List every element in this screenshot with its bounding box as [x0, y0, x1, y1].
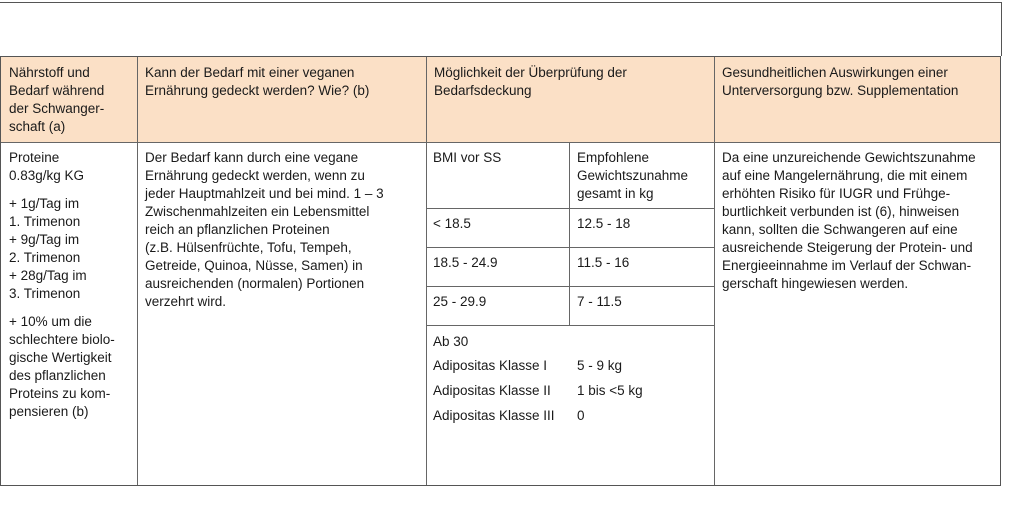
header-line: Unterversorgung bzw. Supplementation	[722, 83, 959, 98]
gain-head-cell	[577, 149, 712, 203]
effects-line: gerschaft hingewiesen werden.	[722, 276, 909, 291]
column-divider	[714, 57, 715, 485]
header-line: Ernährung gedeckt werden? Wie? (b)	[145, 83, 370, 98]
trimester-1-need: + 1g/Tag im	[9, 196, 80, 211]
coverage-line: Zwischenmahlzeiten ein Lebensmittel	[145, 204, 370, 219]
nutrient-table	[0, 56, 1001, 486]
extra-need-line: des pflanzlichen	[9, 368, 106, 383]
trimester-3-need: + 28g/Tag im	[9, 268, 87, 283]
coverage-cell	[145, 149, 423, 311]
header-line: Nährstoff und	[9, 65, 90, 80]
bmi-row-divider	[426, 286, 714, 287]
obese-row-1-gain: 5 - 9 kg	[577, 358, 623, 373]
gain-head-line: gesamt in kg	[577, 186, 654, 201]
bmi-row-3-bmi: 25 - 29.9	[433, 294, 487, 309]
bmi-row-divider	[426, 208, 714, 209]
bmi-head-cell	[433, 149, 567, 167]
title-band	[0, 2, 1002, 56]
obese-row-1-bmi: Adipositas Klasse I	[433, 358, 548, 373]
header-line: Gesundheitlichen Auswirkungen einer	[722, 65, 948, 80]
obese-row-3-bmi: Adipositas Klasse III	[433, 408, 555, 423]
gain-head-line: Empfohlene	[577, 150, 650, 165]
header-line: Bedarfsdeckung	[434, 83, 532, 98]
bmi-row-divider	[426, 247, 714, 248]
header-line: der Schwanger-	[9, 101, 105, 116]
obese-row-3-gain: 0	[577, 408, 585, 423]
column-divider	[137, 57, 138, 485]
coverage-line: Der Bedarf kann durch eine vegane	[145, 150, 359, 165]
trimester-3-label: 3. Trimenon	[9, 286, 81, 301]
trimester-2-label: 2. Trimenon	[9, 250, 81, 265]
bmi-head: BMI vor SS	[433, 150, 502, 165]
effects-line: erhöhten Risiko für IUGR und Frühge-	[722, 186, 951, 201]
gain-head-line: Gewichtszunahme	[577, 168, 689, 183]
trimester-2-need: + 9g/Tag im	[9, 232, 80, 247]
column-divider	[426, 57, 427, 485]
coverage-line: verzehrt wird.	[145, 294, 227, 309]
coverage-line: (z.B. Hülsenfrüchte, Tofu, Tempeh,	[145, 240, 352, 255]
extra-need-line: gische Wertigkeit	[9, 350, 112, 365]
effects-line: burtlichkeit verbunden ist (6), hinweisen	[722, 204, 960, 219]
bmi-row-2-gain: 11.5 - 16	[577, 255, 630, 270]
nutrient-name: Proteine	[9, 150, 60, 165]
header-line: Kann der Bedarf mit einer veganen	[145, 65, 355, 80]
effects-line: Energieeinnahme im Verlauf der Schwan-	[722, 258, 972, 273]
effects-line: kann, sollten die Schwangeren auf eine	[722, 222, 958, 237]
bmi-row-1-bmi: < 18.5	[433, 216, 471, 231]
header-line: schaft (a)	[9, 119, 66, 134]
coverage-line: Ernährung gedeckt werden, wenn zu	[145, 168, 365, 183]
header-divider	[1, 142, 1000, 143]
extra-need-line: schlechtere biolo-	[9, 332, 115, 347]
effects-line: Da eine unzureichende Gewichtszunahme	[722, 150, 976, 165]
header-col-coverage	[137, 57, 426, 142]
effects-line: ausreichende Steigerung der Protein- und	[722, 240, 973, 255]
header-col-nutrient	[1, 57, 137, 142]
obese-label: Ab 30	[433, 334, 469, 349]
trimester-1-label: 1. Trimenon	[9, 214, 81, 229]
bmi-row-2-bmi: 18.5 - 24.9	[433, 255, 498, 270]
header-line: Möglichkeit der Überprüfung der	[434, 65, 627, 80]
bmi-subcolumn-divider	[569, 142, 570, 326]
obese-row-2-bmi: Adipositas Klasse II	[433, 383, 551, 398]
coverage-line: ausreichenden (normalen) Portionen	[145, 276, 365, 291]
effects-line: auf eine Mangelernährung, die mit einem	[722, 168, 968, 183]
coverage-line: reich an pflanzlichen Proteinen	[145, 222, 330, 237]
nutrient-cell	[9, 149, 135, 421]
header-col-effects	[714, 57, 1000, 142]
header-col-verification	[426, 57, 714, 142]
extra-need-line: Proteins zu kom-	[9, 386, 111, 401]
bmi-row-1-gain: 12.5 - 18	[577, 216, 631, 231]
bmi-row-3-gain: 7 - 11.5	[577, 294, 622, 309]
nutrient-base-need: 0.83g/kg KG	[9, 168, 85, 183]
obese-row-2-gain: 1 bis <5 kg	[577, 383, 643, 398]
effects-cell	[722, 149, 998, 293]
extra-need-line: pensieren (b)	[9, 404, 89, 419]
coverage-line: Getreide, Quinoa, Nüsse, Samen) in	[145, 258, 363, 273]
coverage-line: jeder Hauptmahlzeit und bei mind. 1 – 3	[145, 186, 384, 201]
header-line: Bedarf während	[9, 83, 105, 98]
bmi-row-divider	[426, 325, 714, 326]
extra-need-line: + 10% um die	[9, 314, 92, 329]
